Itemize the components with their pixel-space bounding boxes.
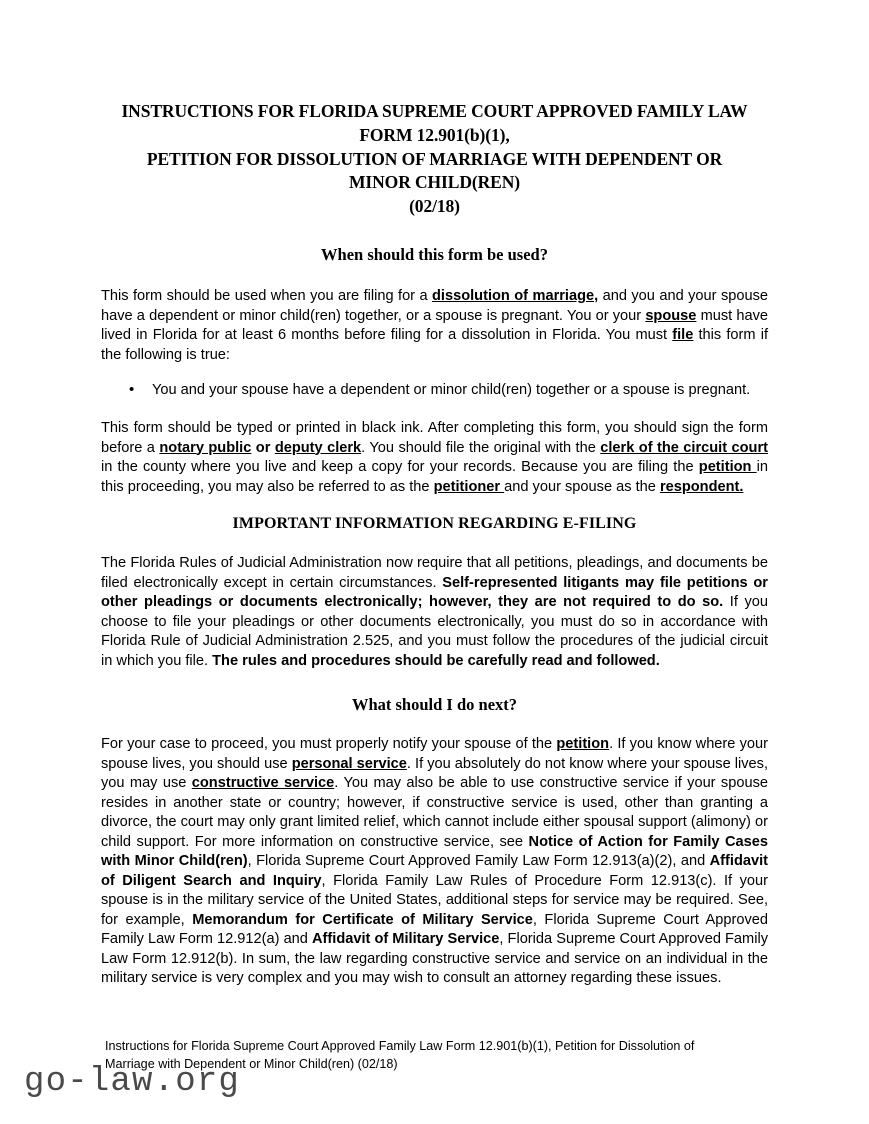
p1-text-2: and you and your spouse have a dependent or minor child(ren) together, or a spouse is pregnant. You or your (101, 288, 768, 324)
p1-text-3: must have lived in Florida for at least 6 months before filing for a dissolution in Florida. You must (101, 307, 768, 343)
p4-text-8: , Florida Supreme Court Approved Family Law Form 12.912(b). In sum, the law regarding constructive service and service on an individual in the military service is very complex and you may wish to consult an attorney regarding these issues. (101, 931, 768, 986)
paragraph-when-to-use (101, 287, 768, 365)
title-line-3: PETITION FOR DISSOLUTION OF MARRIAGE WITH DEPENDENT OR (146, 148, 723, 169)
p4-text-7: , Florida Supreme Court Approved Family Law Form 12.912(a) and (101, 911, 769, 947)
page-footer: Instructions for Florida Supreme Court Approved Family Law Form 12.901(b)(1), Petition for Dissolution of Marriage with Dependent or Minor Child(ren) (02/18) (105, 1039, 695, 1071)
section-heading-what-should-i-do-next: What should I do next? (351, 695, 518, 714)
term-personal-service: personal service (291, 755, 407, 772)
p3-text-1: The Florida Rules of Judicial Administration now require that all petitions, pleadings, and documents be filed electronically except in certain circumstances. (101, 555, 768, 591)
title-line-1: INSTRUCTIONS FOR FLORIDA SUPREME COURT APPROVED FAMILY LAW (121, 101, 748, 121)
p4-text-4: . You may also be able to use constructive service if your spouse resides in another state or country; however, if constructive service is used, other than granting a divorce, the court may only grant limited relief, which cannot include either spousal support (alimony) or child support. For more information on constructive service, see (101, 775, 768, 850)
term-petitioner: petitioner (433, 478, 505, 495)
p4-text-3: . If you absolutely do not know where your spouse lives, you may use (101, 755, 768, 791)
term-petition: petition (698, 459, 757, 475)
form-notice-of-action: Notice of Action for Family Cases with Minor Child(ren) (101, 833, 768, 869)
p4-text-1: For your case to proceed, you must properly notify your spouse of the (101, 736, 557, 752)
bullet-text: You and your spouse have a dependent or minor child(ren) together or a spouse is pregnant. (152, 382, 751, 398)
watermark: go-law.org (24, 1063, 241, 1101)
term-clerk-of-the-circuit-court: clerk of the circuit court (600, 439, 769, 456)
form-memorandum-military-service: Memorandum for Certificate of Military Service (192, 911, 533, 928)
p4-text-6: , Florida Family Law Rules of Procedure Form 12.913(c). If your spouse is in the military service of the United States, additional steps for service may be required. See, for example, (101, 872, 768, 928)
title-line-5: (02/18) (409, 196, 460, 217)
term-constructive-service: constructive service (191, 775, 335, 791)
p2-text-5: in this proceeding, you may also be referred to as the (101, 459, 769, 495)
section-heading-when-should-this-form-be-used: When should this form be used? (321, 245, 548, 264)
p4-text-5: , Florida Supreme Court Approved Family Law Form 12.913(a)(2), and (247, 853, 710, 869)
p2-text-2: or (251, 439, 275, 456)
term-file: file (672, 327, 694, 343)
paragraph-service-of-process (101, 735, 768, 989)
term-petition-2: petition (556, 736, 610, 752)
paragraph-e-filing (101, 554, 768, 671)
p3-bold-1: Self-represented litigants may file petitions or other pleadings or documents electronically; however, they are not required to do so. (101, 574, 768, 610)
p2-text-1: This form should be typed or printed in black ink. After completing this form, you should sign the form before a (101, 420, 768, 456)
title-line-2: FORM 12.901(b)(1), (359, 124, 510, 145)
term-deputy-clerk: deputy clerk (274, 439, 362, 456)
p2-text-3: . You should file the original with the (361, 439, 601, 456)
p4-text-2: . If you know where your spouse lives, you should use (101, 736, 768, 772)
list-item (101, 381, 768, 401)
document-title (101, 100, 768, 219)
form-affidavit-of-military-service: Affidavit of Military Service (312, 931, 500, 947)
title-line-4: MINOR CHILD(REN) (349, 172, 520, 193)
p2-text-4: in the county where you live and keep a copy for your records. Because you are filing the (101, 459, 699, 475)
requirements-list (101, 381, 768, 401)
p3-bold-2: The rules and procedures should be carefully read and followed. (212, 652, 660, 669)
term-spouse: spouse (645, 307, 697, 324)
paragraph-signing-and-filing (101, 419, 768, 497)
section-heading-important-information-regarding-e-filing: IMPORTANT INFORMATION REGARDING E-FILING (232, 515, 637, 532)
p1-text-4: this form if the following is true: (101, 327, 769, 363)
term-respondent: respondent. (659, 478, 744, 495)
p3-text-2: If you choose to file your pleadings or other documents electronically, you must do so in accordance with Florida Rule of Judicial Administration 2.525, and you must follow the procedures of the judicial circuit in which you file. (101, 594, 769, 669)
term-dissolution-of-marriage: dissolution of marriage, (432, 288, 599, 304)
p1-text-1: This form should be used when you are filing for a (101, 288, 433, 304)
p2-text-6: and your spouse as the (504, 478, 660, 495)
term-notary-public: notary public (159, 439, 252, 456)
form-affidavit-of-diligent-search: Affidavit of Diligent Search and Inquiry (101, 853, 768, 889)
